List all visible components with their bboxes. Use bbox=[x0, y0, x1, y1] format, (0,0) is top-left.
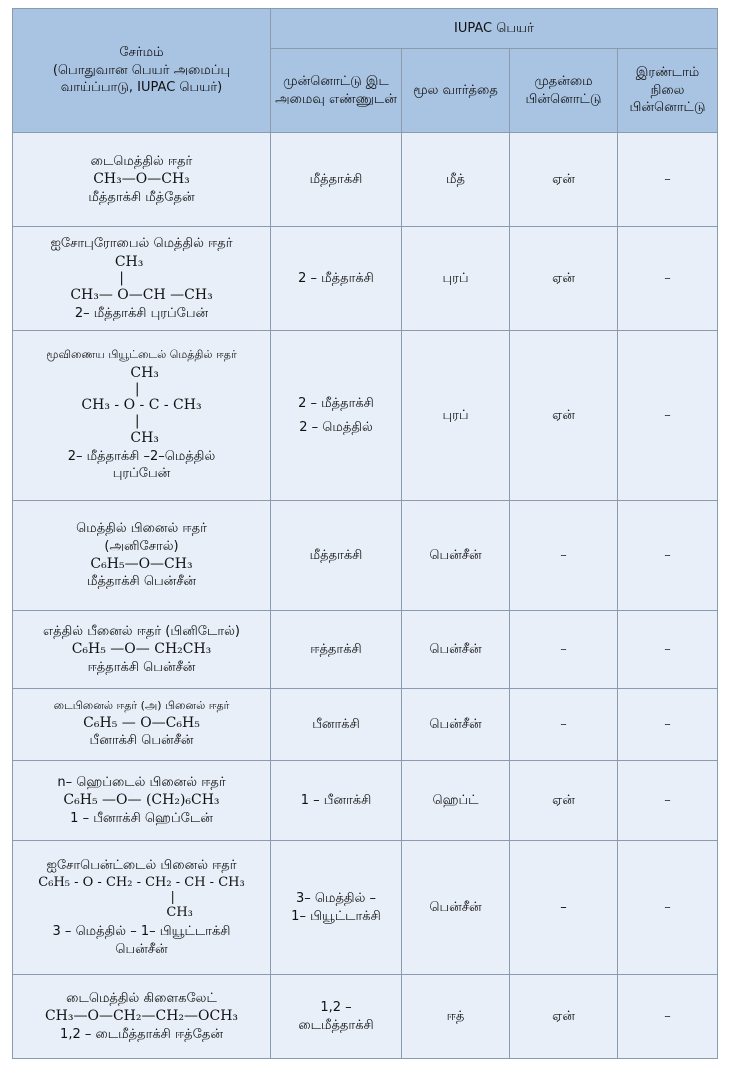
root-cell: மீத் bbox=[402, 133, 510, 227]
root-cell: ஈத் bbox=[402, 975, 510, 1059]
primary-suffix-cell: – bbox=[510, 689, 618, 761]
prefix-cell: 1 – பீனாக்சி bbox=[271, 761, 402, 841]
table-row bbox=[13, 227, 718, 331]
compound-cell bbox=[13, 689, 271, 761]
iupac-full-name: ஈத்தாக்சி பென்சீன் bbox=[87, 659, 196, 675]
structural-formula: C₆H₅—O—CH₃ bbox=[90, 556, 193, 573]
iupac-name-header: IUPAC பெயர் bbox=[271, 9, 718, 49]
common-name: ஐசோபுரோபைல் மெத்தில் ஈதர் bbox=[50, 235, 233, 251]
prefix-cell bbox=[271, 975, 402, 1059]
structural-formula: CH₃—O—CH₃ bbox=[93, 171, 190, 188]
iupac-full-name: 3 – மெத்தில் – 1– பியூட்டாக்சி பென்சீன் bbox=[52, 924, 231, 957]
compound-header-subtitle: (பொதுவான பெயர் அமைப்பு வாய்ப்பாடு, IUPAC பெயர்) bbox=[52, 62, 231, 96]
prefix-line-1: 1,2 – bbox=[320, 999, 352, 1015]
common-name: ஐசோபென்ட்டைல் பினைல் ஈதர் bbox=[46, 857, 237, 873]
compound-cell bbox=[13, 227, 271, 331]
primary-suffix-cell: – bbox=[510, 611, 618, 689]
compound-cell bbox=[13, 331, 271, 501]
primary-suffix-cell: ஏன் bbox=[510, 331, 618, 501]
iupac-full-name: 2– மீத்தாக்சி புரப்பேன் bbox=[74, 305, 209, 321]
prefix-line-2: டைமீத்தாக்சி bbox=[298, 1017, 374, 1033]
primary-suffix-cell: – bbox=[510, 501, 618, 611]
common-name: n– ஹெப்டைல் பினைல் ஈதர் bbox=[57, 774, 226, 790]
prefix-line-2: 1– பியூட்டாக்சி bbox=[291, 908, 381, 924]
common-name: டைபினைல் ஈதர் (அ) பினைல் ஈதர் bbox=[53, 699, 230, 713]
iupac-full-name: மீத்தாக்சி மீத்தேன் bbox=[88, 189, 195, 205]
root-cell: பென்சீன் bbox=[402, 501, 510, 611]
iupac-full-name: மீத்தாக்சி பென்சீன் bbox=[86, 574, 197, 590]
structural-formula: C₆H₅ —O— (CH₂)₆CH₃ bbox=[63, 792, 220, 809]
iupac-naming-table bbox=[12, 8, 718, 1059]
compound-cell bbox=[13, 975, 271, 1059]
secondary-suffix-cell: – bbox=[618, 761, 718, 841]
prefix-line-1: 3– மெத்தில் – bbox=[295, 890, 377, 906]
table-row bbox=[13, 331, 718, 501]
structural-formula: C₆H₅ - O - CH₂ - CH₂ - CH - CH₃ | CH₃ bbox=[38, 875, 245, 921]
prefix-cell: 2 – மீத்தாக்சி bbox=[271, 227, 402, 331]
secondary-suffix-cell: – bbox=[618, 611, 718, 689]
compound-header bbox=[13, 9, 271, 133]
structural-formula: CH₃—O—CH₂—CH₂—OCH₃ bbox=[44, 1008, 239, 1025]
common-name: டைமெத்தில் கிளைகலேட் bbox=[66, 990, 217, 1006]
prefix-cell: ஈத்தாக்சி bbox=[271, 611, 402, 689]
compound-header-title: சேர்மம் bbox=[119, 45, 164, 61]
compound-cell bbox=[13, 133, 271, 227]
prefix-line-1: 2 – மீத்தாக்சி bbox=[298, 395, 374, 411]
common-name: மூவிணைய பியூட்டைல் மெத்தில் ஈதர் bbox=[46, 348, 237, 362]
primary-suffix-cell: ஏன் bbox=[510, 975, 618, 1059]
table-row bbox=[13, 975, 718, 1059]
secondary-suffix-cell: – bbox=[618, 227, 718, 331]
root-cell: பென்சீன் bbox=[402, 611, 510, 689]
table-row bbox=[13, 689, 718, 761]
iupac-full-name: 2– மீத்தாக்சி –2–மெத்தில் புரப்பேன் bbox=[67, 448, 216, 482]
compound-cell bbox=[13, 611, 271, 689]
root-cell: புரப் bbox=[402, 331, 510, 501]
prefix-header: முன்னொட்டு இட அமைவு எண்ணுடன் bbox=[271, 49, 402, 133]
root-cell: பென்சீன் bbox=[402, 689, 510, 761]
secondary-suffix-cell: – bbox=[618, 331, 718, 501]
compound-cell bbox=[13, 841, 271, 975]
root-cell: புரப் bbox=[402, 227, 510, 331]
primary-suffix-cell: – bbox=[510, 841, 618, 975]
prefix-cell: மீத்தாக்சி bbox=[271, 501, 402, 611]
common-name-alt: (அனிசோல்) bbox=[104, 538, 179, 554]
structural-formula: CH₃ | CH₃ - O - C - CH₃ | CH₃ bbox=[81, 365, 202, 446]
prefix-cell: பீனாக்சி bbox=[271, 689, 402, 761]
secondary-suffix-header: இரண்டாம் நிலை பின்னொட்டு bbox=[618, 49, 718, 133]
common-name: மெத்தில் பினைல் ஈதர் bbox=[76, 521, 207, 537]
primary-suffix-cell: ஏன் bbox=[510, 133, 618, 227]
secondary-suffix-cell: – bbox=[618, 689, 718, 761]
prefix-cell bbox=[271, 841, 402, 975]
table-row bbox=[13, 841, 718, 975]
primary-suffix-header: முதன்மை பின்னொட்டு bbox=[510, 49, 618, 133]
root-cell: ஹெப்ட் bbox=[402, 761, 510, 841]
structural-formula: CH₃ | CH₃— O—CH —CH₃ bbox=[70, 254, 213, 303]
table-row bbox=[13, 761, 718, 841]
iupac-full-name: 1 – பீனாக்சி ஹெப்டேன் bbox=[70, 810, 213, 826]
root-word-header: மூல வார்த்தை bbox=[402, 49, 510, 133]
compound-cell bbox=[13, 501, 271, 611]
common-name: டைமெத்தில் ஈதர் bbox=[90, 153, 193, 169]
table-row bbox=[13, 501, 718, 611]
structural-formula: C₆H₅ —O— CH₂CH₃ bbox=[71, 641, 212, 658]
table-row bbox=[13, 133, 718, 227]
structural-formula: C₆H₅ — O—C₆H₅ bbox=[83, 715, 200, 732]
root-cell: பென்சீன் bbox=[402, 841, 510, 975]
prefix-cell: மீத்தாக்சி bbox=[271, 133, 402, 227]
prefix-cell bbox=[271, 331, 402, 501]
compound-cell bbox=[13, 761, 271, 841]
secondary-suffix-cell: – bbox=[618, 975, 718, 1059]
common-name: எத்தில் பீனைல் ஈதர் (பினிடோல்) bbox=[43, 623, 240, 639]
primary-suffix-cell: ஏன் bbox=[510, 761, 618, 841]
secondary-suffix-cell: – bbox=[618, 501, 718, 611]
primary-suffix-cell: ஏன் bbox=[510, 227, 618, 331]
table-row bbox=[13, 611, 718, 689]
iupac-full-name: 1,2 – டைமீத்தாக்சி ஈத்தேன் bbox=[60, 1026, 223, 1042]
iupac-full-name: பீனாக்சி பென்சீன் bbox=[89, 733, 194, 749]
secondary-suffix-cell: – bbox=[618, 133, 718, 227]
secondary-suffix-cell: – bbox=[618, 841, 718, 975]
prefix-line-2: 2 – மெத்தில் bbox=[299, 419, 373, 435]
